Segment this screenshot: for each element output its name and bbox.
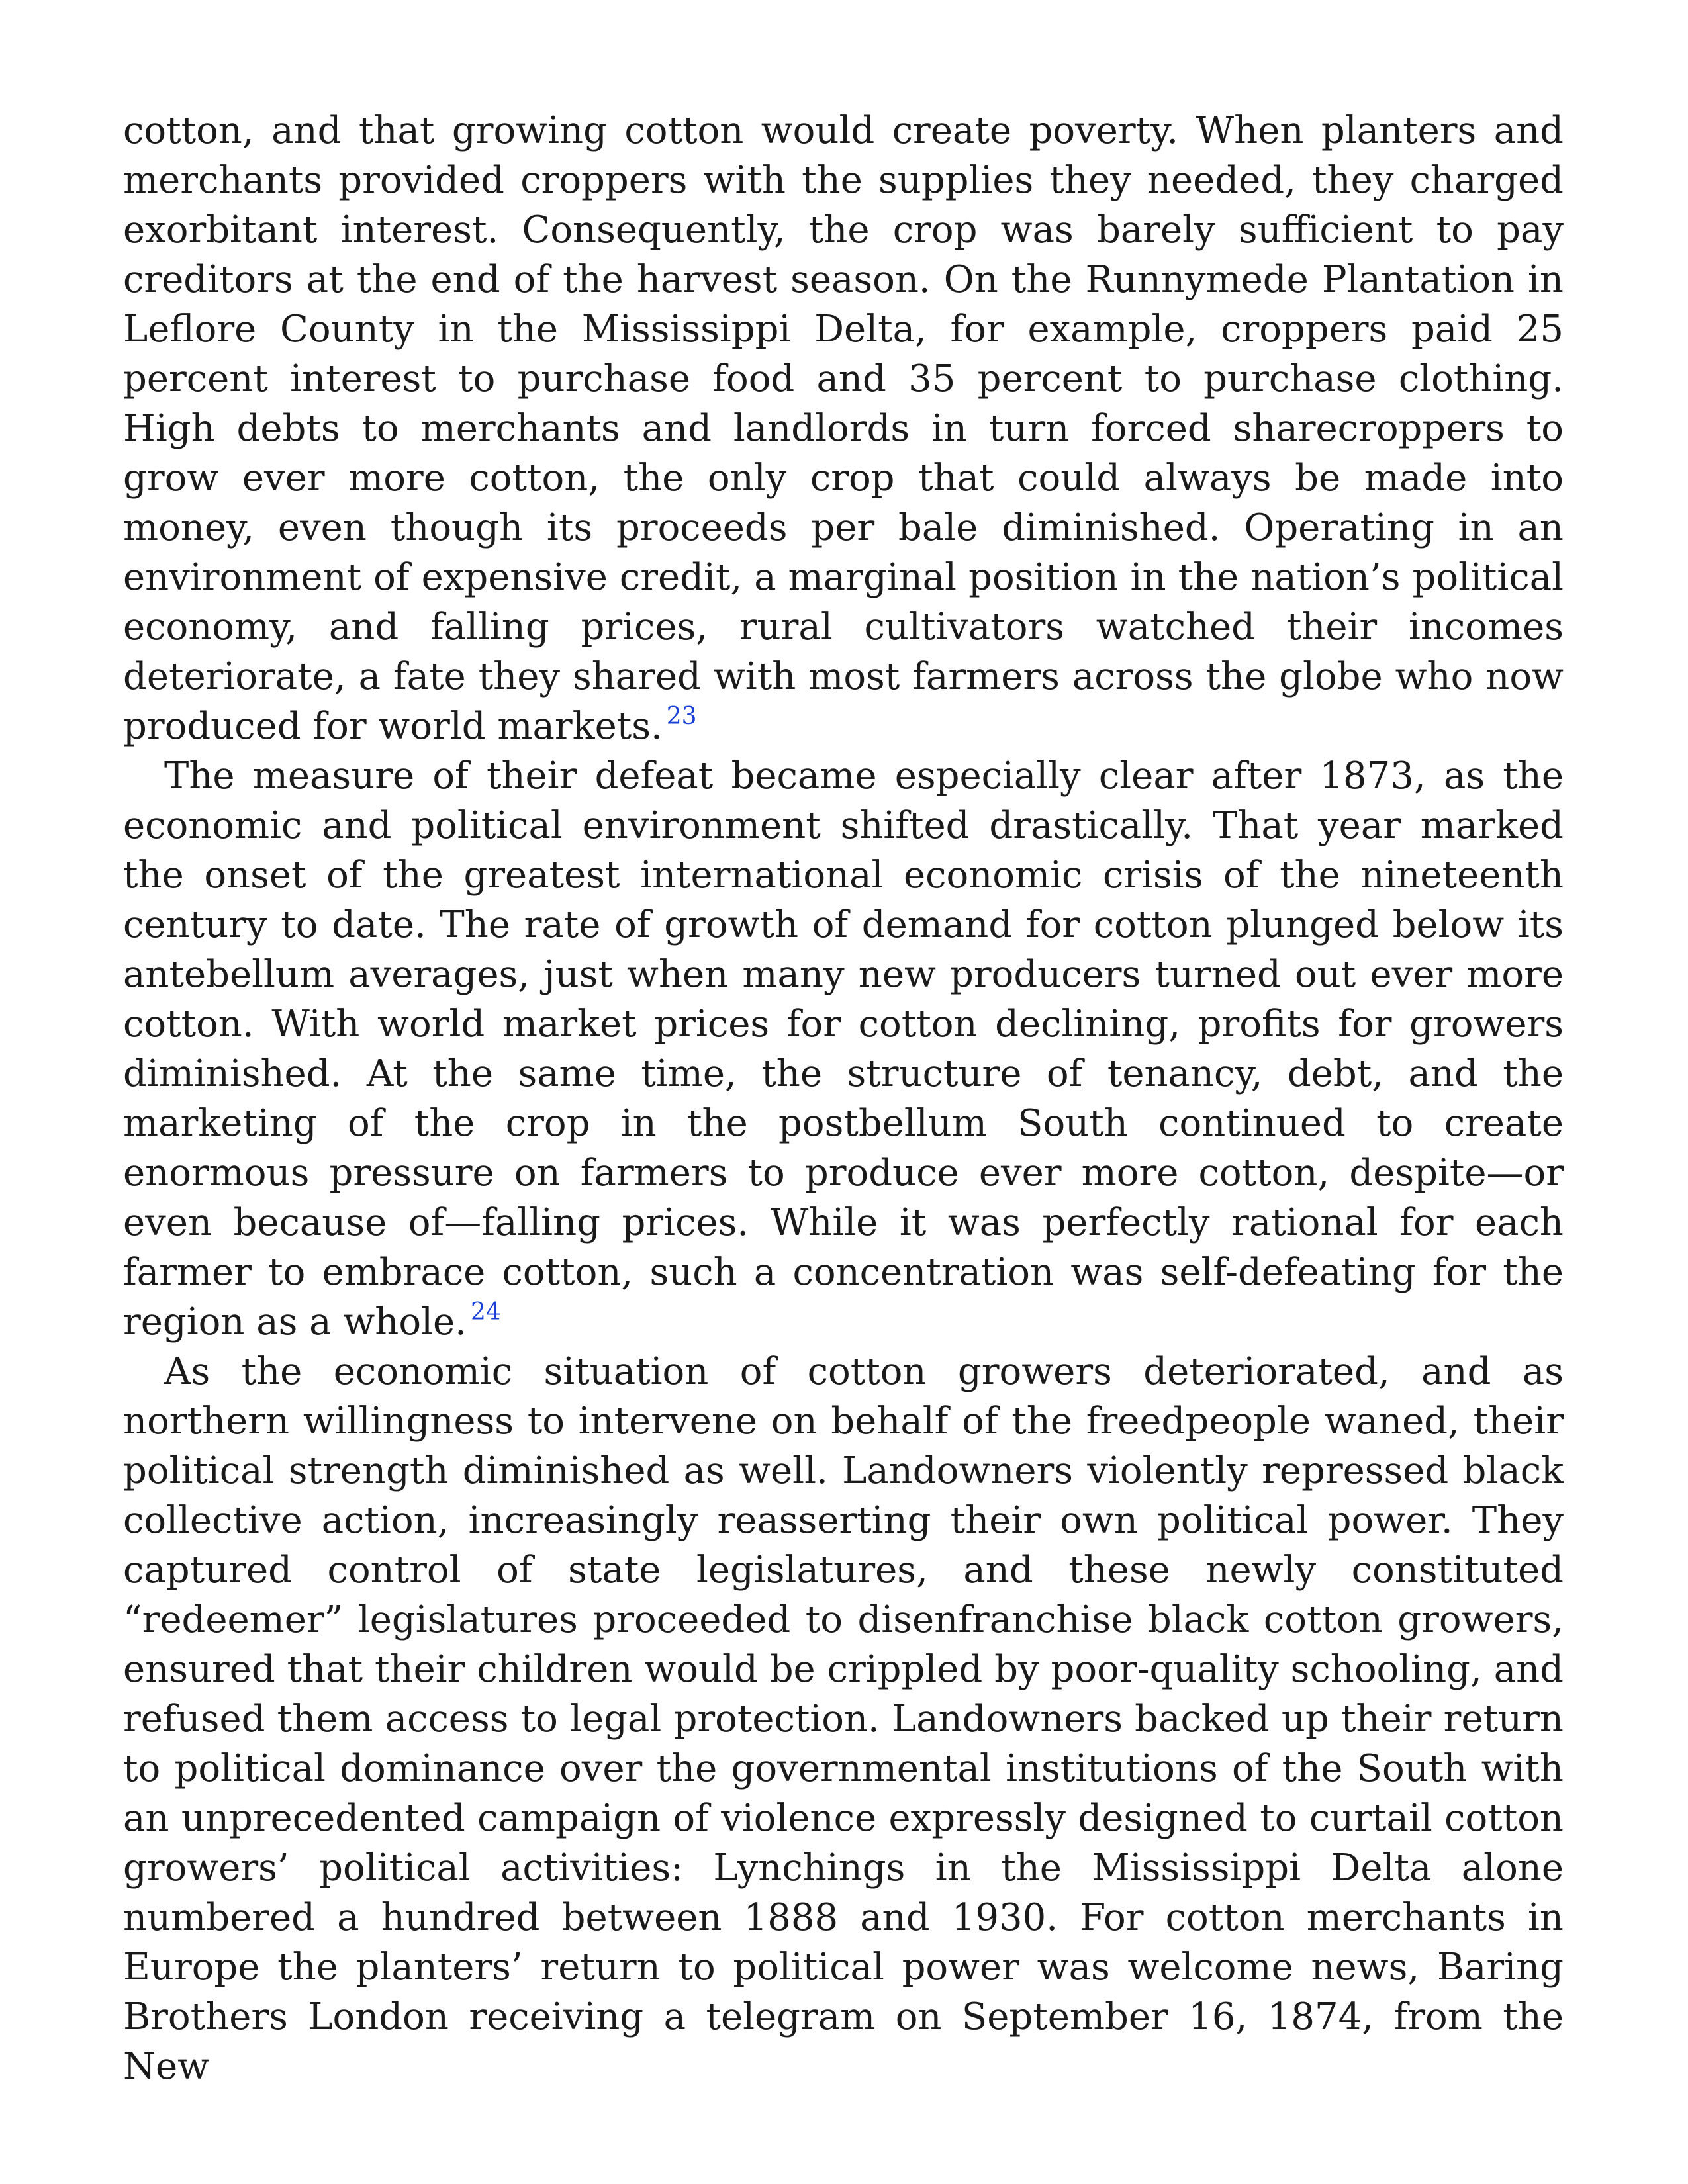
paragraph-3-text: As the economic situation of cotton growers deteriorated, and as northern willingness to intervene on behalf of the freedpeople waned, their political strength diminished as well. Landowners violently repressed black collective action, increasingly reasserting their own political power. They captured control of state legislatures, and these newly constituted “redeemer” legislatures proceeded to disenfranchise black cotton growers, ensured that their children would be crippled by poor-quality schooling, and refused them access to legal protection. Landowners backed up their return to political dominance over the governmental institutions of the South with an unprecedented campaign of violence expressly designed to curtail cotton growers’ political activities: Lynchings in the Mississippi Delta alone numbered a hundred between 1888 and 1930. For cotton merchants in Europe the planters’ return to political power was welcome news, Baring Brothers London receiving a telegram on September 16, 1874, from the New [123, 1350, 1564, 2088]
paragraph-2-text: The measure of their defeat became especially clear after 1873, as the economic and political environment shifted drastically. That year marked the onset of the greatest international economic crisis of the nineteenth century to date. The rate of growth of demand for cotton plunged below its antebellum averages, just when many new producers turned out ever more cotton. With world market prices for cotton declining, profits for growers diminished. At the same time, the structure of tenancy, debt, and the marketing of the crop in the postbellum South continued to create enormous pressure on farmers to produce ever more cotton, despite—or even because of—falling prices. While it was perfectly rational for each farmer to embrace cotton, such a concentration was self-defeating for the region as a whole. [123, 754, 1564, 1343]
document-page [123, 106, 1564, 2091]
footnote-link-24[interactable]: 24 [470, 1298, 501, 1326]
paragraph-1 [123, 106, 1564, 751]
paragraph-3 [123, 1347, 1564, 2091]
paragraph-2 [123, 751, 1564, 1347]
footnote-link-23[interactable]: 23 [666, 703, 697, 730]
paragraph-1-text: cotton, and that growing cotton would create poverty. When planters and merchants provided croppers with the supplies they needed, they charged exorbitant interest. Consequently, the crop was barely sufficient to pay creditors at the end of the harvest season. On the Runnymede Plantation in Leflore County in the Mississippi Delta, for example, croppers paid 25 percent interest to purchase food and 35 percent to purchase clothing. High debts to merchants and landlords in turn forced sharecroppers to grow ever more cotton, the only crop that could always be made into money, even though its proceeds per bale diminished. Operating in an environment of expensive credit, a marginal position in the nation’s political economy, and falling prices, rural cultivators watched their incomes deteriorate, a fate they shared with most farmers across the globe who now produced for world markets. [123, 109, 1564, 748]
